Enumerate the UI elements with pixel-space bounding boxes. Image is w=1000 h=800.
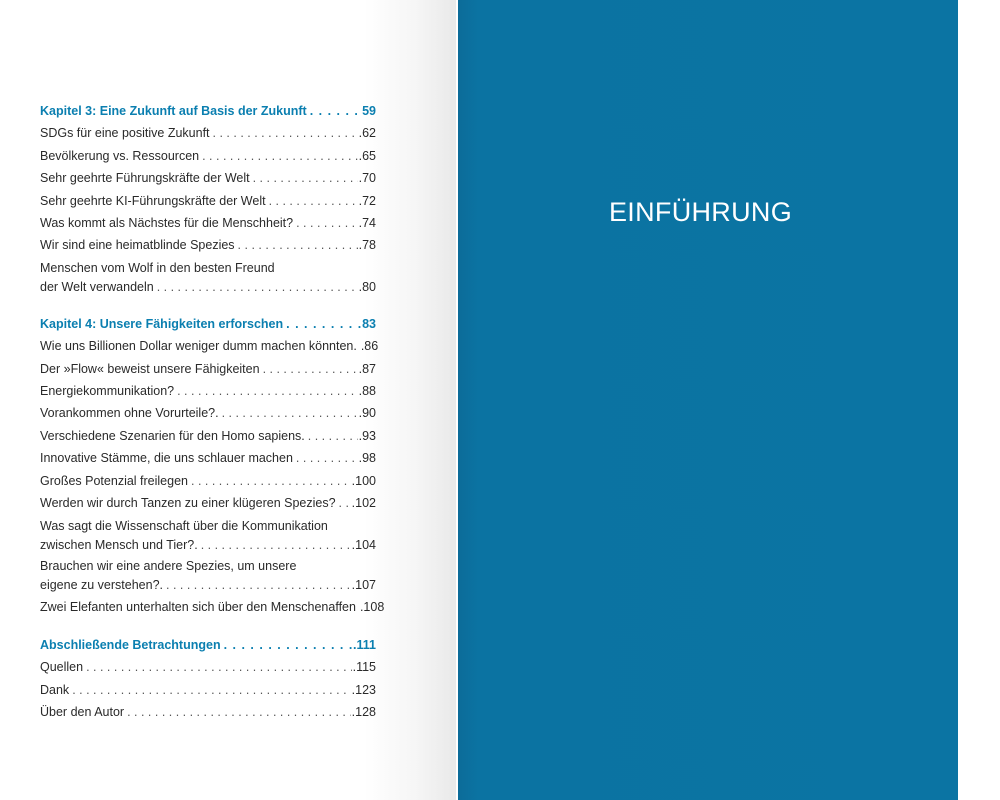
toc-page-number: .90 bbox=[358, 406, 376, 421]
dot-leader bbox=[222, 402, 358, 424]
toc-entry bbox=[40, 335, 379, 357]
toc-entry-label-line-1: Was sagt die Wissenschaft über die Kommunikation bbox=[40, 518, 328, 533]
dot-leader bbox=[339, 492, 351, 514]
toc-entry-label: Innovative Stämme, die uns schlauer machen bbox=[40, 451, 293, 466]
chapter-title: EINFÜHRUNG bbox=[609, 197, 792, 227]
toc-entry bbox=[40, 259, 376, 297]
toc-entry bbox=[40, 517, 376, 555]
toc-page-number: .128 bbox=[351, 705, 376, 720]
toc-entry-label: Sehr geehrte KI-Führungskräfte der Welt bbox=[40, 193, 266, 208]
dot-leader bbox=[296, 212, 358, 234]
toc-entry-label: Werden wir durch Tanzen zu einer klügeren Spezies? bbox=[40, 496, 336, 511]
toc-page-number: .108 bbox=[359, 599, 385, 614]
chapter-title-page bbox=[458, 0, 958, 800]
toc-entry bbox=[40, 190, 376, 212]
dot-leader bbox=[127, 701, 351, 723]
dot-leader bbox=[201, 536, 351, 555]
dot-leader bbox=[191, 470, 351, 492]
dot-leader bbox=[308, 425, 358, 447]
toc-page-number: .65 bbox=[358, 148, 376, 163]
toc-page-number: .102 bbox=[351, 496, 376, 511]
dot-leader bbox=[224, 634, 352, 656]
dot-leader bbox=[286, 313, 361, 335]
toc-entry-line-2 bbox=[40, 278, 376, 297]
toc-entry bbox=[40, 212, 376, 234]
toc-page-number: .86 bbox=[360, 339, 379, 354]
toc-entry bbox=[40, 402, 376, 424]
toc-entry-label: Verschiedene Szenarien für den Homo sapiens. bbox=[40, 428, 305, 443]
toc-entry-label: Dank bbox=[40, 682, 70, 697]
toc-entry-label: Quellen bbox=[40, 660, 84, 675]
toc-page-number: .111 bbox=[353, 637, 376, 652]
toc-entry bbox=[40, 358, 376, 380]
dot-leader bbox=[177, 380, 358, 402]
toc-entry-label: Über den Autor bbox=[40, 705, 125, 720]
dot-leader bbox=[263, 358, 358, 380]
toc-heading-label: Kapitel 3: Eine Zukunft auf Basis der Zukunft bbox=[40, 104, 307, 118]
toc-page-number: .98 bbox=[358, 451, 376, 466]
toc-entry bbox=[40, 656, 376, 678]
toc-entry bbox=[40, 701, 376, 723]
toc-page-number: .70 bbox=[358, 171, 376, 186]
toc-entry bbox=[40, 380, 376, 402]
toc-page-number: .88 bbox=[358, 384, 376, 399]
dot-leader bbox=[86, 656, 352, 678]
dot-leader bbox=[72, 679, 350, 701]
toc-entry-label: Vorankommen ohne Vorurteile?. bbox=[40, 406, 219, 421]
toc-entry-label: Energiekommunikation? bbox=[40, 384, 175, 399]
toc-entry-label-line-2: zwischen Mensch und Tier?. bbox=[40, 537, 198, 552]
toc-chapter-heading bbox=[40, 100, 376, 122]
toc-page-number: .80 bbox=[358, 279, 376, 294]
toc-section-chapter-3 bbox=[40, 100, 376, 297]
toc-page-number: .104 bbox=[351, 537, 376, 552]
toc-page-number: .100 bbox=[351, 473, 376, 488]
toc-page-number: 83 bbox=[362, 316, 376, 331]
toc-entry-label: Wie uns Billionen Dollar weniger dumm machen könnten. bbox=[40, 339, 357, 354]
toc-section-closing bbox=[40, 634, 376, 724]
toc-chapter-heading bbox=[40, 313, 376, 335]
toc-entry-label: Sehr geehrte Führungskräfte der Welt bbox=[40, 171, 250, 186]
dot-leader bbox=[202, 145, 358, 167]
dot-leader bbox=[166, 576, 351, 595]
toc-entry-label: Zwei Elefanten unterhalten sich über den Menschenaffen bbox=[40, 599, 356, 614]
toc-section-chapter-4 bbox=[40, 313, 385, 618]
toc-page-number: .62 bbox=[358, 126, 376, 141]
table-of-contents bbox=[40, 100, 385, 740]
table-of-contents-page bbox=[38, 0, 456, 800]
toc-entry-label-line-2: eigene zu verstehen?. bbox=[40, 577, 164, 592]
toc-chapter-heading bbox=[40, 634, 376, 656]
toc-entry bbox=[40, 447, 376, 469]
toc-entry bbox=[40, 557, 376, 595]
toc-entry-label: Der »Flow« beweist unsere Fähigkeiten bbox=[40, 361, 260, 376]
toc-entry bbox=[40, 167, 376, 189]
dot-leader bbox=[310, 100, 361, 122]
toc-entry bbox=[40, 679, 376, 701]
toc-page-number: .87 bbox=[358, 361, 376, 376]
toc-entry-label: Was kommt als Nächstes für die Menschheit? bbox=[40, 216, 294, 231]
toc-entry bbox=[40, 596, 385, 618]
dot-leader bbox=[157, 278, 358, 297]
toc-entry-line-2 bbox=[40, 536, 376, 555]
toc-entry-label: SDGs für eine positive Zukunft bbox=[40, 126, 210, 141]
toc-entry-label: Wir sind eine heimatblinde Spezies bbox=[40, 238, 235, 253]
toc-entry-label-line-1: Menschen vom Wolf in den besten Freund bbox=[40, 260, 275, 275]
toc-entry-label-line-2: der Welt verwandeln bbox=[40, 279, 154, 294]
toc-entry-label: Großes Potenzial freilegen bbox=[40, 473, 188, 488]
toc-page-number: .107 bbox=[351, 577, 376, 592]
toc-page-number: .78 bbox=[358, 238, 376, 253]
toc-entry-line-2 bbox=[40, 576, 376, 595]
toc-entry-label: Bevölkerung vs. Ressourcen bbox=[40, 148, 200, 163]
dot-leader bbox=[238, 234, 358, 256]
toc-entry bbox=[40, 470, 376, 492]
dot-leader bbox=[269, 190, 358, 212]
toc-entry bbox=[40, 492, 376, 514]
dot-leader bbox=[253, 167, 358, 189]
toc-entry bbox=[40, 145, 376, 167]
toc-heading-label: Abschließende Betrachtungen bbox=[40, 637, 221, 652]
toc-entry bbox=[40, 122, 376, 144]
toc-entry-label-line-1: Brauchen wir eine andere Spezies, um unsere bbox=[40, 558, 297, 573]
toc-heading-label: Kapitel 4: Unsere Fähigkeiten erforschen bbox=[40, 316, 284, 331]
toc-page-number: .115 bbox=[352, 660, 376, 675]
page-margin bbox=[958, 0, 1000, 800]
dot-leader bbox=[296, 447, 358, 469]
toc-page-number: .72 bbox=[358, 193, 376, 208]
dot-leader bbox=[213, 122, 358, 144]
toc-page-number: 59 bbox=[362, 104, 376, 118]
toc-page-number: .74 bbox=[358, 216, 376, 231]
toc-page-number: .123 bbox=[351, 682, 376, 697]
toc-page-number: .93 bbox=[358, 428, 376, 443]
toc-entry bbox=[40, 234, 376, 256]
toc-entry bbox=[40, 425, 376, 447]
